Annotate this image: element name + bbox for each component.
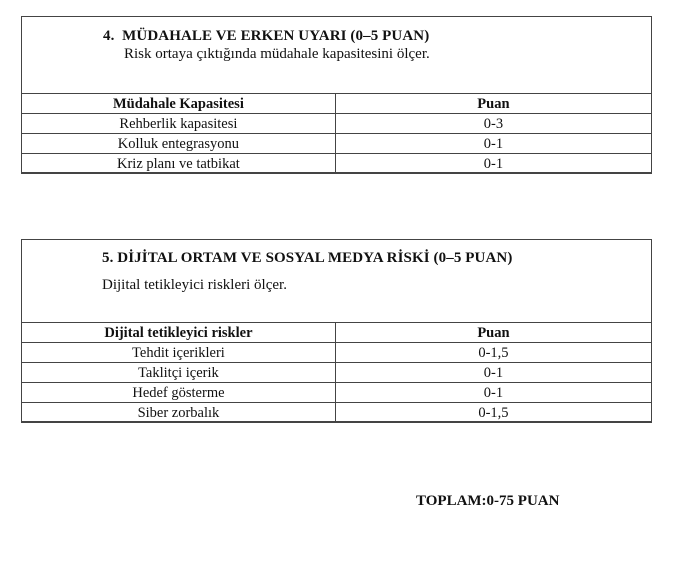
row-item: Taklitçi içerik	[22, 363, 336, 383]
row-score: 0-1,5	[335, 403, 651, 423]
row-item: Kolluk entegrasyonu	[22, 134, 336, 154]
row-score: 0-3	[335, 114, 651, 134]
table-row	[22, 403, 652, 423]
section-5-box	[21, 239, 652, 422]
table-header-row	[22, 94, 652, 114]
table-header-row	[22, 323, 652, 343]
column-header-capacity: Müdahale Kapasitesi	[22, 94, 336, 114]
section-5-title: 5. DİJİTAL ORTAM VE SOSYAL MEDYA RİSKİ (0–5 PUAN)	[102, 250, 513, 266]
column-header-score: Puan	[335, 94, 651, 114]
row-item: Rehberlik kapasitesi	[22, 114, 336, 134]
table-row	[22, 363, 652, 383]
section-4-box	[21, 16, 652, 173]
section-5-description: Dijital tetikleyici riskleri ölçer.	[102, 277, 287, 293]
row-score: 0-1	[335, 154, 651, 174]
table-row	[22, 343, 652, 363]
table-row	[22, 134, 652, 154]
table-row	[22, 114, 652, 134]
section-4-description: Risk ortaya çıktığında müdahale kapasitesini ölçer.	[124, 46, 430, 62]
row-item: Hedef gösterme	[22, 383, 336, 403]
row-score: 0-1	[335, 134, 651, 154]
total-score-label: TOPLAM:0-75 PUAN	[416, 493, 560, 509]
column-header-digital-risks: Dijital tetikleyici riskler	[22, 323, 336, 343]
section-4-title: 4. MÜDAHALE VE ERKEN UYARI (0–5 PUAN)	[103, 28, 430, 44]
section-5-table	[21, 322, 652, 423]
row-item: Siber zorbalık	[22, 403, 336, 423]
row-item: Kriz planı ve tatbikat	[22, 154, 336, 174]
row-score: 0-1	[335, 383, 651, 403]
table-row	[22, 154, 652, 174]
section-4-table	[21, 93, 652, 174]
table-row	[22, 383, 652, 403]
column-header-score: Puan	[335, 323, 651, 343]
row-score: 0-1	[335, 363, 651, 383]
row-score: 0-1,5	[335, 343, 651, 363]
row-item: Tehdit içerikleri	[22, 343, 336, 363]
